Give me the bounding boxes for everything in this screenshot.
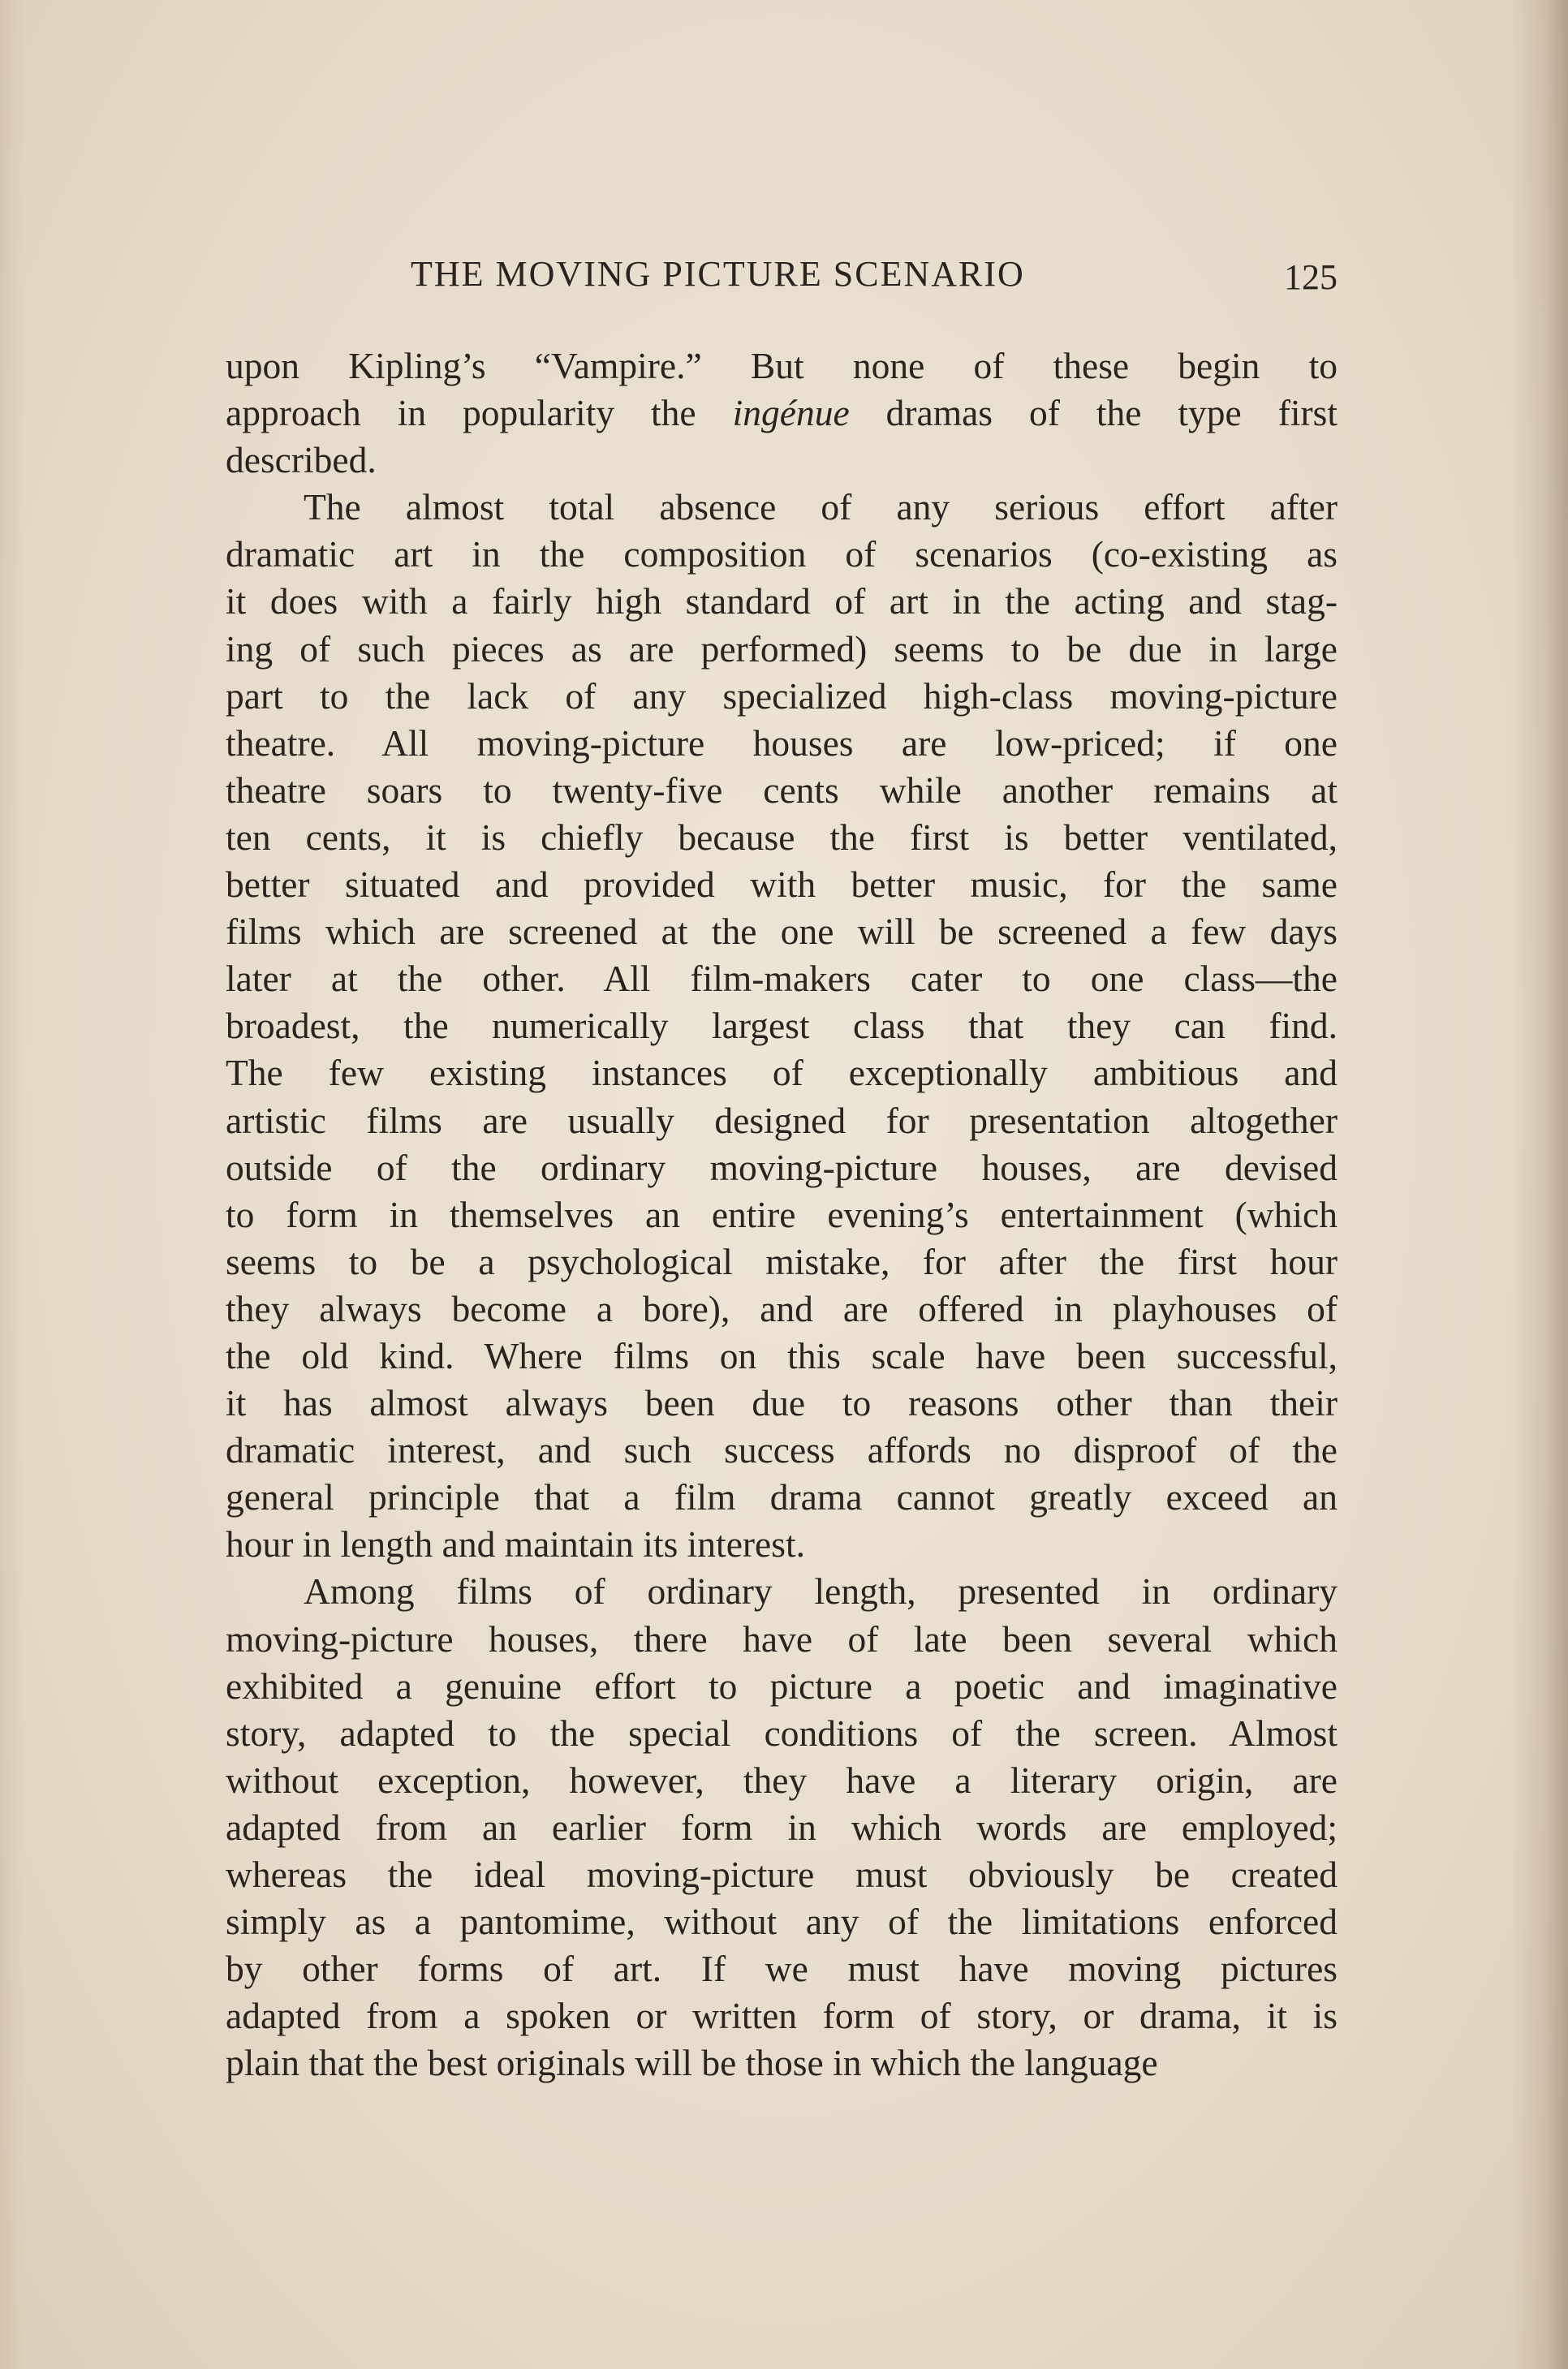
text-line: plain that the best originals will be those in which the language: [226, 2042, 1158, 2084]
text-line: Among films of ordinary length, presented in ordinary: [304, 1570, 1338, 1613]
text-line: general principle that a film drama cannot greatly exceed an: [226, 1476, 1338, 1518]
text-line: ing of such pieces as are performed) seems to be due in large: [226, 627, 1338, 670]
page-number: 125: [1284, 257, 1338, 297]
text-line: adapted from an earlier form in which words are employed;: [226, 1806, 1338, 1848]
text-line: part to the lack of any specialized high-class moving-picture: [226, 674, 1338, 717]
text-line: The almost total absence of any serious effort after: [304, 486, 1338, 528]
text-line: without exception, however, they have a literary origin, are: [226, 1759, 1338, 1801]
text-line: later at the other. All film-makers cater to one class—the: [226, 958, 1338, 1000]
text-line: moving-picture houses, there have of late been several which: [226, 1617, 1338, 1660]
text-line: films which are screened at the one will be screened a few days: [226, 911, 1338, 953]
text-line: theatre. All moving-picture houses are low-priced; if one: [226, 721, 1338, 764]
text-line: The few existing instances of exceptionally ambitious and: [226, 1052, 1338, 1094]
text-line: it has almost always been due to reasons other than their: [226, 1382, 1338, 1424]
running-head: THE MOVING PICTURE SCENARIO: [411, 254, 1025, 294]
text-line: simply as a pantomime, without any of the limitations enforced: [226, 1901, 1338, 1943]
text-line: seems to be a psychological mistake, for after the first hour: [226, 1240, 1338, 1282]
text-line: artistic films are usually designed for presentation altogether: [226, 1099, 1338, 1141]
text-line: it does with a fairly high standard of art in the acting and stag-: [226, 580, 1338, 622]
page-gutter-shadow: [1511, 0, 1568, 2369]
text-line: they always become a bore), and are offered in playhouses of: [226, 1287, 1338, 1329]
text-line: hour in length and maintain its interest.: [226, 1523, 805, 1566]
text-line: exhibited a genuine effort to picture a poetic and imaginative: [226, 1665, 1338, 1707]
text-line: described.: [226, 439, 377, 481]
text-line: upon Kipling’s “Vampire.” But none of these begin to: [226, 345, 1338, 386]
text-line: the old kind. Where films on this scale have been successful,: [226, 1334, 1338, 1376]
text-line: outside of the ordinary moving-picture houses, are devised: [226, 1146, 1338, 1188]
text-line: approach in popularity the ingénue dramas of the type first: [226, 392, 1338, 434]
text-line: adapted from a spoken or written form of story, or drama, it is: [226, 1995, 1338, 2037]
text-line: whereas the ideal moving-picture must obviously be created: [226, 1854, 1338, 1895]
text-line: ten cents, it is chiefly because the first is better ventilated,: [226, 816, 1338, 858]
page-header: [227, 253, 1347, 310]
text-line: better situated and provided with better music, for the same: [226, 864, 1338, 906]
body-text: [226, 342, 1338, 2087]
text-line: dramatic interest, and such success affords no disproof of the: [226, 1429, 1338, 1471]
paragraph: [226, 342, 1338, 484]
text-line: dramatic art in the composition of scenarios (co-existing as: [226, 533, 1338, 575]
text-line: by other forms of art. If we must have moving pictures: [226, 1948, 1338, 1990]
text-line: broadest, the numerically largest class that they can find.: [226, 1005, 1338, 1047]
text-line: to form in themselves an entire evening’s entertainment (which: [226, 1193, 1338, 1235]
page-edge-shadow: [0, 0, 24, 2369]
paragraph: [226, 484, 1338, 1568]
paragraph: [226, 1568, 1338, 2087]
text-line: theatre soars to twenty-five cents while another remains at: [226, 769, 1338, 811]
text-line: story, adapted to the special conditions of the screen. Almost: [226, 1712, 1338, 1754]
